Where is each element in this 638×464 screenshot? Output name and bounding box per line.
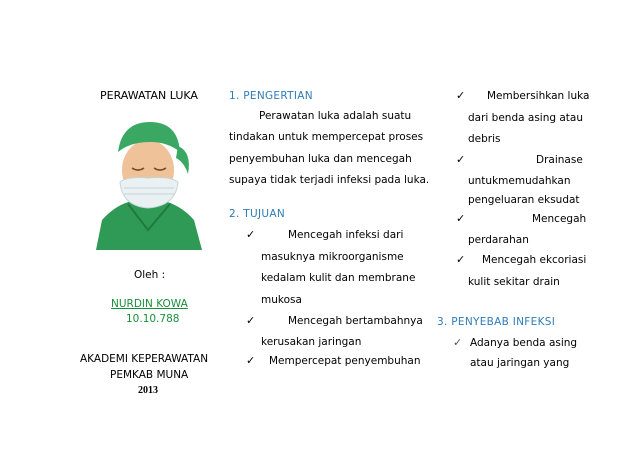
paragraph-line: tindakan untuk mempercepat proses [229, 131, 424, 143]
check-icon: ✓ [456, 253, 466, 266]
bullet-line: perdarahan [468, 234, 529, 246]
bullet-line: mukosa [261, 294, 302, 306]
bullet-line: Drainase [536, 154, 583, 166]
bullet-line: kedalam kulit dan membrane [261, 272, 416, 284]
check-icon: ✓ [246, 314, 256, 327]
check-icon: ✓ [456, 153, 466, 166]
section-pengertian-heading: 1. PENGERTIAN [229, 90, 313, 102]
bullet-line: Mencegah ekcoriasi [482, 254, 587, 266]
author-id: 10.10.788 [126, 313, 180, 325]
check-icon: ✓ [456, 212, 466, 225]
paragraph-line: supaya tidak terjadi infeksi pada luka. [229, 174, 430, 186]
paragraph-line: Perawatan luka adalah suatu [259, 110, 412, 122]
paragraph-line: penyembuhan luka dan mencegah [229, 153, 412, 165]
author-name: NURDIN KOWA [111, 298, 188, 310]
institution-line2: PEMKAB MUNA [110, 369, 189, 381]
institution-line1: AKADEMI KEPERAWATAN [80, 353, 209, 365]
bullet-line: untukmemudahkan [468, 175, 571, 187]
year: 2013 [138, 385, 158, 396]
bullet-line: masuknya mikroorganisme [261, 251, 404, 263]
bullet-line: Mencegah infeksi dari [288, 229, 404, 241]
section-tujuan-heading: 2. TUJUAN [229, 208, 285, 220]
bullet-line: pengeluaran eksudat [468, 194, 580, 206]
bullet-line: kerusakan jaringan [261, 336, 362, 348]
bullet-line: Mencegah [532, 213, 587, 225]
bullet-line: kulit sekitar drain [468, 276, 560, 288]
bullet-line: debris [468, 133, 501, 145]
bullet-line: Mempercepat penyembuhan [269, 355, 421, 367]
check-icon: ✓ [246, 228, 256, 241]
check-outline-icon: ✓ [453, 336, 463, 349]
bullet-line: Mencegah bertambahnya [288, 315, 423, 327]
check-icon: ✓ [456, 89, 466, 102]
bullet-line: dari benda asing atau [468, 112, 584, 124]
brochure-title: PERAWATAN LUKA [100, 89, 198, 102]
surgeon-illustration [88, 112, 208, 250]
oleh-label: Oleh : [134, 269, 166, 281]
check-icon: ✓ [246, 354, 256, 367]
bullet-line: Membersihkan luka [487, 90, 590, 102]
bullet-line: Adanya benda asing [470, 337, 578, 349]
bullet-line: atau jaringan yang [470, 357, 570, 369]
section-penyebab-heading: 3. PENYEBAB INFEKSI [437, 316, 556, 328]
